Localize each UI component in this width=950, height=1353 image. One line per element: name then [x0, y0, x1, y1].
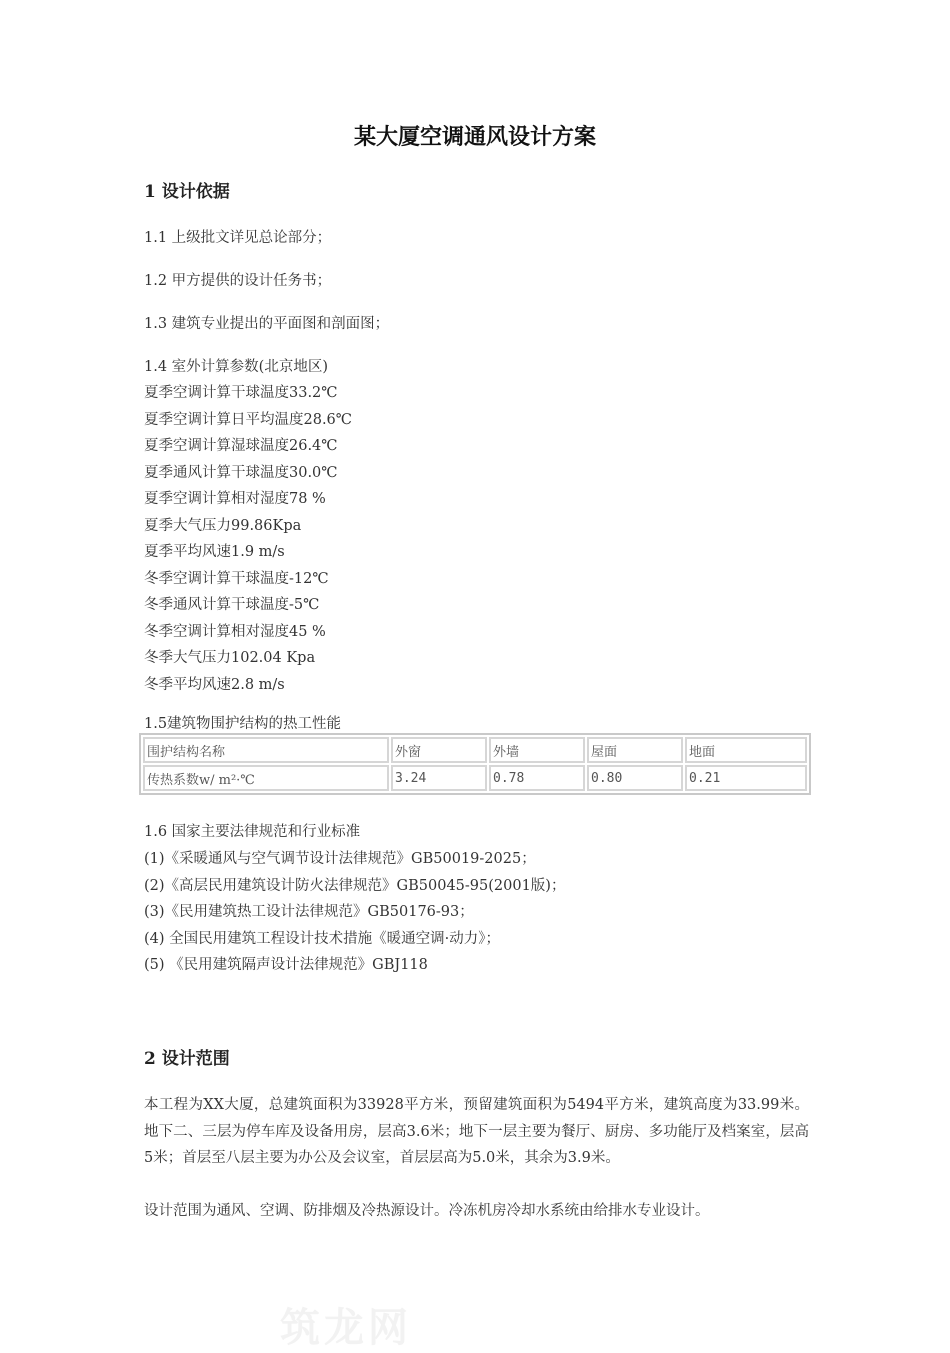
outdoor-param-line: 夏季平均风速1.9 m/s — [144, 544, 285, 560]
standard-item: (4) 全国民用建筑工程设计技术措施《暖通空调·动力》； — [144, 930, 501, 947]
table-cell: 3.24 — [391, 765, 487, 791]
outdoor-params-list — [144, 380, 352, 698]
table-header-cell: 外窗 — [391, 737, 487, 763]
table-header-cell: 围护结构名称 — [143, 737, 389, 763]
section2-heading: 2 设计范围 — [144, 1049, 230, 1069]
standard-item: (1)《采暖通风与空气调节设计法律规范》GB50019-2025； — [144, 851, 536, 867]
outdoor-param-line: 冬季大气压力102.04 Kpa — [144, 650, 316, 666]
table-cell: 0.21 — [685, 765, 807, 791]
thermal-table — [139, 733, 811, 795]
outdoor-param-line: 冬季空调计算干球温度-12℃ — [144, 570, 329, 587]
outdoor-param-line: 夏季通风计算干球温度30.0℃ — [144, 464, 338, 481]
standard-item: (3)《民用建筑热工设计法律规范》GB50176-93； — [144, 904, 474, 920]
table-cell: 传热系数w/ m²·℃ — [143, 765, 389, 791]
item-1-3: 1.3 建筑专业提出的平面图和剖面图； — [144, 316, 390, 332]
table-header-cell: 屋面 — [587, 737, 683, 763]
standards-list — [144, 846, 565, 979]
table-cell: 0.80 — [587, 765, 683, 791]
section1-heading: 1 设计依据 — [144, 182, 230, 202]
table-header-row — [143, 737, 807, 763]
scope-paragraph-2: 设计范围为通风、空调、防排烟及冷热源设计。冷冻机房冷却水系统由给排水专业设计。 — [144, 1203, 710, 1219]
outdoor-param-line: 夏季空调计算日平均温度28.6℃ — [144, 411, 353, 428]
document-title: 某大厦空调通风设计方案 — [353, 124, 596, 150]
outdoor-params-heading: 1.4 室外计算参数(北京地区) — [144, 359, 328, 375]
outdoor-param-line: 夏季空调计算湿球温度26.4℃ — [144, 438, 338, 454]
outdoor-param-line: 冬季通风计算干球温度-5℃ — [144, 597, 320, 613]
standard-item: (2)《高层民用建筑设计防火法律规范》GB50045-95(2001版)； — [144, 877, 566, 894]
table-cell: 0.78 — [489, 765, 585, 791]
standards-heading: 1.6 国家主要法律规范和行业标准 — [144, 824, 361, 840]
standard-item: (5) 《民用建筑隔声设计法律规范》GBJ118 — [144, 957, 428, 973]
table-row — [143, 765, 807, 791]
scope-paragraph: 本工程为XX大厦，总建筑面积为33928平方米，预留建筑面积为5494平方米，建筑高度为33.99米。地下二、三层为停车库及设备用房，层高3.6米；地下一层主要为餐厅、厨房、多功能厅及档案室，层高5米；首层至八层主要为办公及会议室，首层层高为5.0米，其余为3.9米。 — [144, 1097, 809, 1166]
table-header-cell: 外墙 — [489, 737, 585, 763]
item-1-2: 1.2 甲方提供的设计任务书； — [144, 273, 332, 289]
outdoor-param-line: 冬季平均风速2.8 m/s — [144, 676, 285, 693]
outdoor-param-line: 夏季空调计算相对湿度78 % — [144, 491, 326, 507]
outdoor-param-line: 夏季大气压力99.86Kpa — [144, 517, 302, 534]
thermal-heading: 1.5建筑物围护结构的热工性能 — [144, 716, 342, 732]
watermark-logo: 筑龙网 — [280, 1304, 412, 1351]
outdoor-param-line: 冬季空调计算相对湿度45 % — [144, 623, 326, 640]
item-1-1: 1.1 上级批文详见总论部分； — [144, 230, 332, 246]
table-header-cell: 地面 — [685, 737, 807, 763]
outdoor-param-line: 夏季空调计算干球温度33.2℃ — [144, 385, 338, 401]
